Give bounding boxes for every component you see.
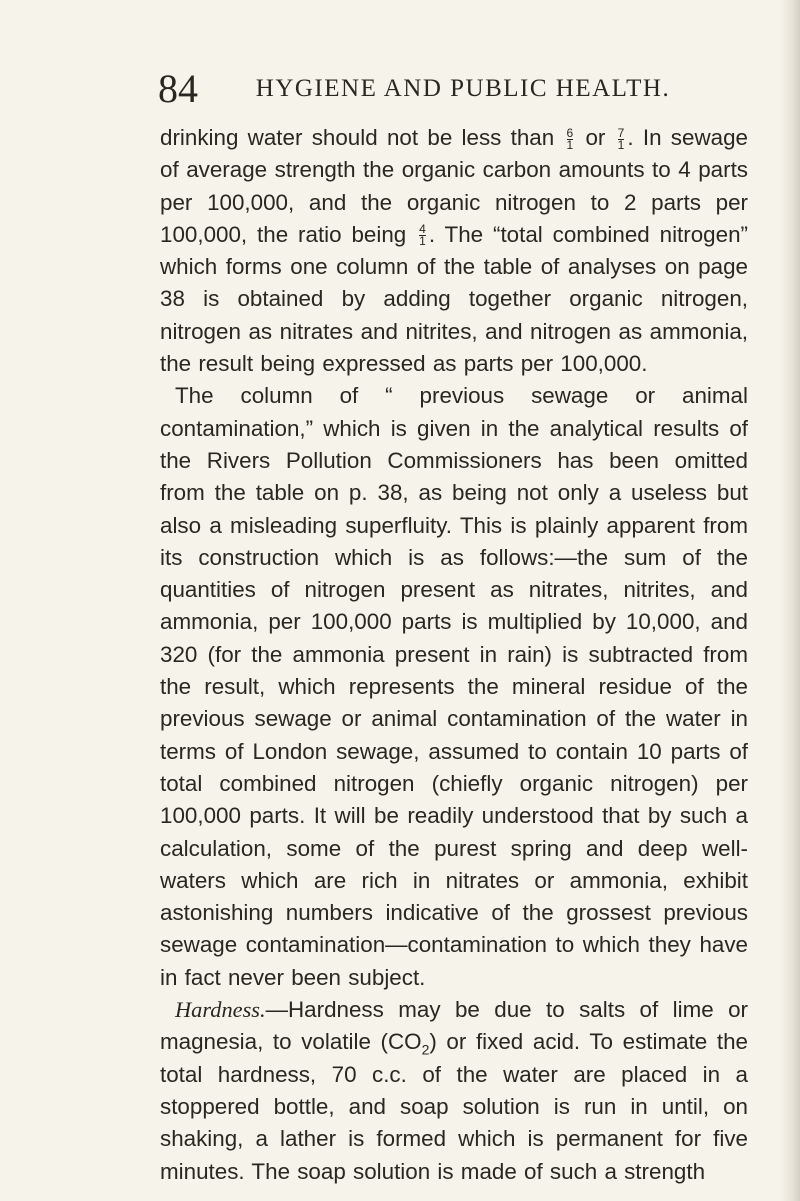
page-number: 84 [158, 66, 198, 111]
fraction-numerator: 6 [566, 125, 574, 140]
body-text [160, 122, 748, 1188]
fraction-6-1 [566, 125, 574, 152]
text-run: . In sewage of average strength the organic carbon amounts to 4 parts per 100,000, and the organic nitrogen to 2 parts per 100,000, the ratio being [160, 125, 748, 247]
text-run: —Hardness may be due to salts of lime or magnesia, to volatile (CO [160, 997, 748, 1055]
fraction-denominator: 1 [617, 137, 625, 152]
fraction-denominator: 1 [419, 234, 426, 249]
subscript: 2 [421, 1041, 430, 1058]
fraction-numerator: 4 [419, 222, 426, 237]
page-header [158, 66, 768, 112]
fraction-7-1 [617, 125, 625, 152]
text-run: ) or fixed acid. To estimate the total hardness, 70 c.c. of the water are placed in a stoppered bottle, and soap solution is run in until, on shaking, a lather is formed which is permanent for five minutes. The soap solution is made of such a strength [160, 1029, 748, 1184]
paragraph-3 [160, 994, 748, 1188]
text-run: . The “total combined nitrogen” which forms one column of the table of analyses on page 38 is obtained by adding together organic nitrogen, nitrogen as nitrates and nitrites, and nitrogen as ammonia, the result being expressed as parts per 100,000. [160, 221, 748, 377]
text-run: drinking water should not be less than [160, 125, 555, 150]
fraction-denominator: 1 [566, 137, 574, 152]
text-run: or [585, 125, 606, 150]
paragraph-2: The column of “ previous sewage or animal contamination,” which is given in the analytical results of the Rivers Pollution Commissioners has been omitted from the table on p. 38, as being not only a useless but also a misleading superfluity. This is plainly apparent from its construction which is as follows:—the sum of the quantities of nitrogen present as nitrates, nitrites, and ammonia, per 100,000 parts is multiplied by 10,000, and 320 (for the ammonia present in rain) is subtracted from the result, which represents the mineral residue of the previous sewage or animal contamination of the water in terms of London sewage, assumed to contain 10 parts of total combined nitrogen (chiefly organic nitrogen) per 100,000 parts. It will be readily understood that by such a calculation, some of the purest spring and deep well-waters which are rich in nitrates or ammonia, exhibit astonishing numbers indicative of the grossest previous sewage contamination—contamination to which they have in fact never been subject. [160, 383, 748, 990]
fraction-4-1 [419, 224, 426, 247]
paragraph-1 [160, 122, 748, 380]
running-title: HYGIENE AND PUBLIC HEALTH. [255, 75, 671, 102]
fraction-numerator: 7 [617, 125, 625, 140]
page-edge-shadow [780, 0, 800, 1201]
section-heading-hardness: Hardness. [175, 997, 266, 1023]
